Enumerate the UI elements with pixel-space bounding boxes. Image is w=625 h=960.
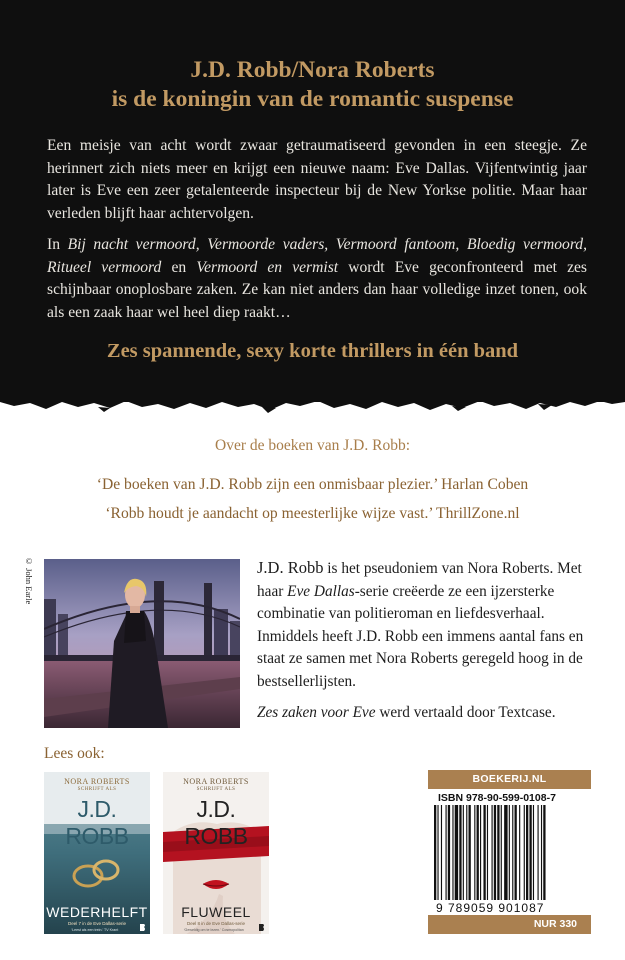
cover-top-panel [0, 0, 625, 402]
book-title-wederhelft: WEDERHELFT [46, 904, 148, 920]
book-cover-wederhelft [44, 772, 150, 934]
barcode-bar [541, 805, 542, 900]
barcode-bar [526, 805, 528, 900]
barcode-bar [529, 805, 531, 900]
barcode-bar [434, 805, 436, 900]
publisher-logo-icon [140, 924, 146, 931]
book-author: NORA ROBERTS [183, 777, 249, 786]
barcode [428, 805, 591, 900]
review-quote-1: ‘De boeken van J.D. Robb zijn een onmisbaar plezier.’ Harlan Coben [96, 476, 529, 493]
headline-line-2: is de koningin van de romantic suspense [111, 86, 514, 112]
bio-paragraph [257, 557, 595, 693]
barcode-bar [474, 805, 475, 900]
translation-note [257, 702, 595, 725]
nur-bar [428, 915, 591, 934]
book-brand: J.D. ROBB [65, 796, 129, 849]
publisher-bar: BOEKERIJ.NL [428, 770, 591, 789]
nur-code: NUR 330 [533, 918, 577, 930]
translation-text: werd vertaald door Textcase. [375, 704, 556, 721]
barcode-bar [469, 805, 471, 900]
barcode-bar [448, 805, 450, 900]
book-subline: SCHRIJFT ALS [77, 787, 117, 792]
book-subline: SCHRIJFT ALS [196, 787, 236, 792]
barcode-bar [466, 805, 467, 900]
headline [0, 56, 625, 114]
barcode-bar [452, 805, 453, 900]
photo-credit: © John Earle [24, 556, 34, 605]
also-read-label: Lees ook: [44, 745, 105, 762]
blurb [47, 135, 587, 333]
reviews-heading: Over de boeken van J.D. Robb: [215, 437, 410, 454]
barcode-bar [455, 805, 458, 900]
blurb-text: wordt Eve geconfronteerd met zes schijnbaar onoplosbare zaken. Ze kan niet anders dan haar volledige inzet tonen, ook als een zaak haar wel heel diep raakt… [47, 258, 587, 321]
bio-text: is het pseudoniem van Nora Roberts. Met haar [257, 560, 582, 600]
barcode-bar [463, 805, 464, 900]
barcode-bar [494, 805, 496, 900]
headline-line-1: J.D. Robb/Nora Roberts [190, 57, 435, 83]
barcode-bar [504, 805, 507, 900]
barcode-bar [487, 805, 488, 900]
barcode-bar [543, 805, 545, 900]
book-author: NORA ROBERTS [64, 777, 130, 786]
barcode-bar [533, 805, 534, 900]
barcode-digits: 9 789059 901087 [436, 901, 545, 915]
blurb-paragraph-2 [47, 234, 587, 324]
barcode-bar [509, 805, 510, 900]
bio-text: -serie creëerde ze een ijzersterke combinatie van politieroman en liefdesverhaal. Inmiddels heeft J.D. Robb een immens aantal fans en staat ze samen met Nora Roberts geregeld hoog in de bestsellerlijsten. [257, 582, 584, 690]
blurb-text: en [161, 258, 197, 276]
author-photo [44, 559, 240, 728]
blurb-text: In [47, 236, 68, 253]
barcode-bar [483, 805, 485, 900]
blurb-paragraph-1: Een meisje van acht wordt zwaar getraumatiseerd gevonden in een steegje. Ze herinnert zich niets meer en krijgt een nieuwe naam: Eve Dallas. Vijfentwintig jaar later is Eve een zeer getalenteerde inspecteur bij de New Yorkse politie. Maar haar verleden blijft haar achtervolgen. [47, 137, 587, 222]
barcode-bar [512, 805, 513, 900]
publisher-logo-icon [259, 924, 265, 931]
barcode-bar [477, 805, 479, 900]
book-brand: J.D. ROBB [184, 796, 248, 849]
author-bio [257, 557, 595, 725]
barcode-bar [441, 805, 442, 900]
barcode-bar [492, 805, 493, 900]
book-title-fluweel: FLUWEEL [181, 904, 251, 920]
book-series: Deel 7 in de Eve Dallas-serie [67, 921, 127, 926]
book-cover-fluweel [163, 772, 269, 934]
barcode-bar [459, 805, 461, 900]
series-name: Eve Dallas [287, 582, 355, 600]
barcode-bar [519, 805, 520, 900]
book-quote: ‘Leest als een trein.’ TV Krant [71, 928, 119, 932]
blurb-title-vermist: Vermoord en vermist [196, 258, 339, 276]
book-title: Zes zaken voor Eve [257, 704, 376, 721]
barcode-bar [501, 805, 502, 900]
blurb-titles: Bij nacht vermoord, Vermoorde vaders, Vermoord fantoom, Bloedig vermoord, Ritueel vermoord [47, 236, 588, 276]
isbn: ISBN 978-90-599-0108-7 [438, 792, 556, 804]
tagline: Zes spannende, sexy korte thrillers in één band [106, 340, 519, 362]
review-quote-2: ‘Robb houdt je aandacht op meesterlijke wijze vast.’ ThrillZone.nl [105, 505, 520, 522]
book-series: Deel 8 in de Eve Dallas-serie [186, 921, 246, 926]
barcode-bar [497, 805, 499, 900]
author-name: J.D. Robb [257, 558, 324, 577]
barcode-bar [515, 805, 517, 900]
barcode-bar [480, 805, 481, 900]
book-quote: ‘Geweldig om te lezen.’ Cosmopolitan [183, 928, 244, 932]
barcode-bar [538, 805, 539, 900]
torn-edge [0, 388, 625, 420]
barcode-bar [446, 805, 447, 900]
barcode-bar [437, 805, 438, 900]
barcode-bar [524, 805, 525, 900]
